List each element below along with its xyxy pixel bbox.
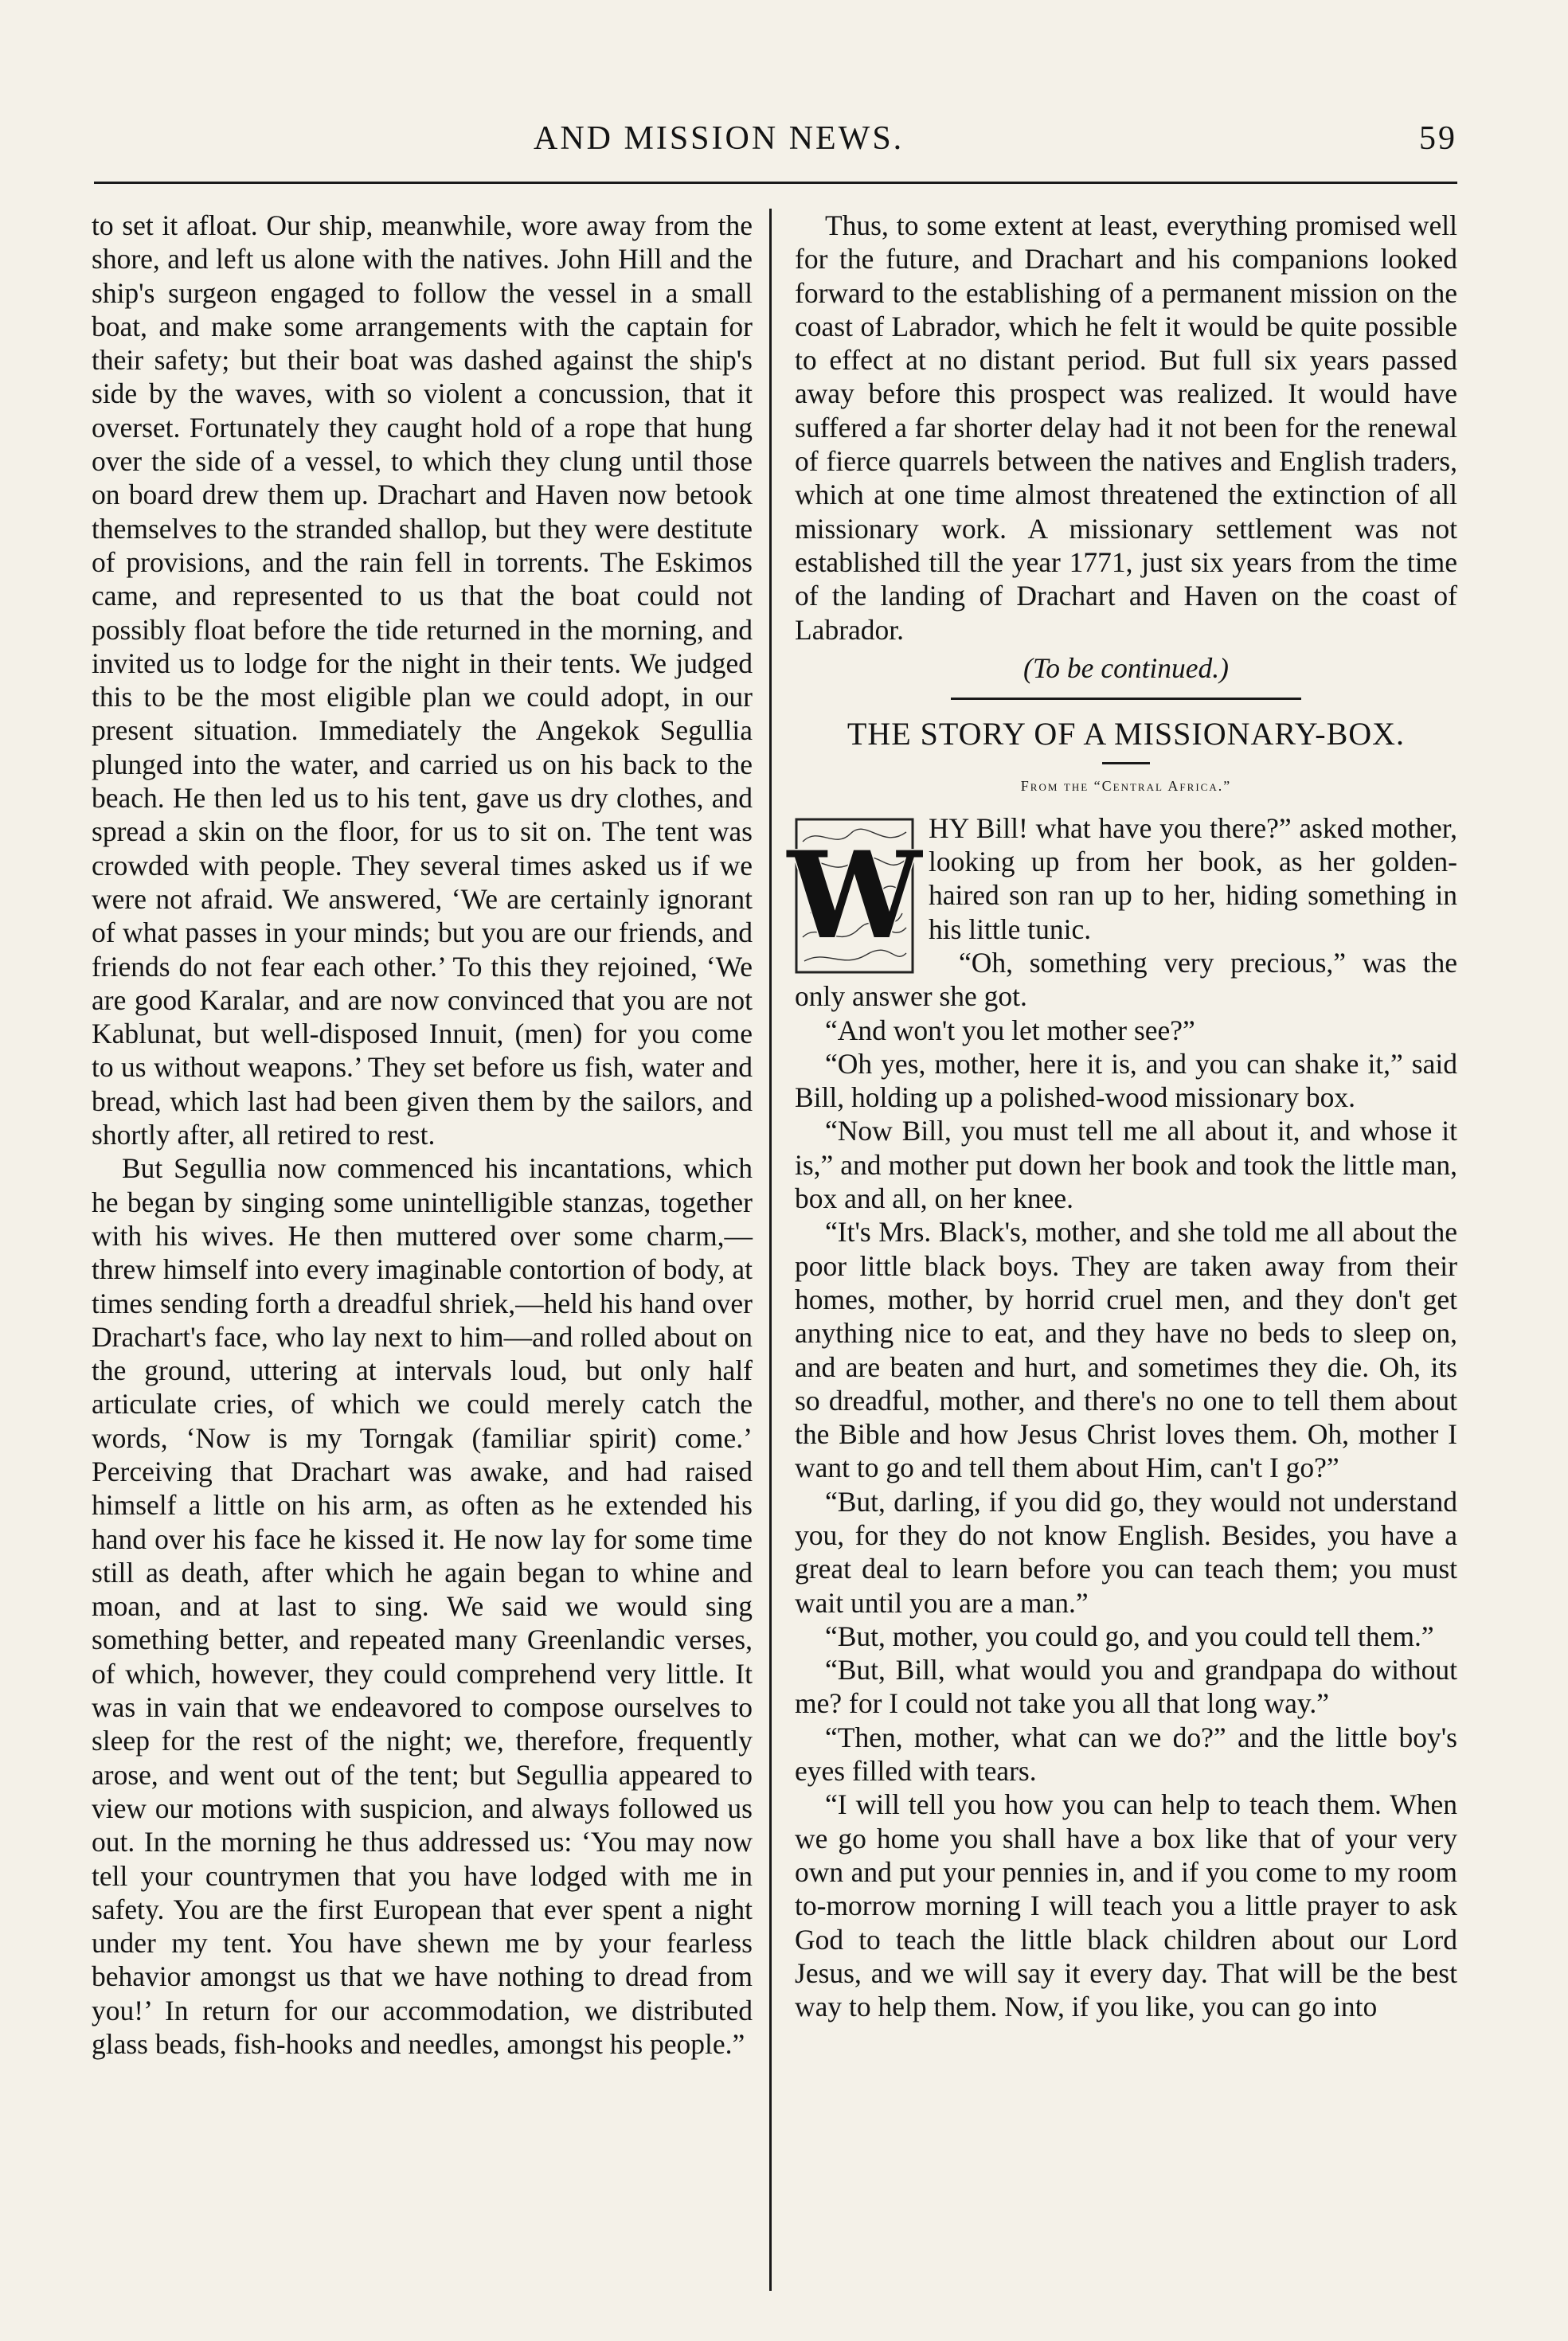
paragraph: to set it afloat. Our ship, meanwhile, wore away from the shore, and left us alone with the natives. John Hill and the ship's surgeon engaged to follow the vessel in a small boat, and make some arrangements with the captain for their safety; but their boat was dashed against the ship's side by the waves, with so violent a concussion, that it overset. Fortunately they caught hold of a rope that hung over the side of a vessel, to which they clung until those on board drew them up. Drachart and Haven now betook themselves to the stranded shallop, but they were destitute of provisions, and the rain fell in torrents. The Eskimos came, and represented to us that the boat could not possibly float before the tide returned in the morning, and invited us to lodge for the night in their tents. We judged this to be the most eligible plan we could adopt, in our present situation. Immediately the Angekok Segullia plunged into the water, and carried us on his back to the beach. He then led us to his tent, gave us dry clothes, and spread a skin on the floor, for us to sit on. The tent was crowded with people. They several times asked us if we were not afraid. We answered, ‘We are certainly ignorant of what passes in your minds; but you are our friends, and friends do not fear each other.’ To this they rejoined, ‘We are good Karalar, and are now convinced that you are not Kablunat, but well-disposed Innuit, (men) for you come to us without weapons.’ They set before us fish, water and bread, which last had been given them by the sailors, and shortly after, all retired to rest. bbox=[92, 209, 753, 1151]
paragraph: Thus, to some extent at least, everything promised well for the future, and Drachart and his companions looked forward to the establishing of a permanent mission on the coast of Labrador, which he felt it would be quite possible to effect at no distant period. But full six years passed away before this prospect was realized. It would have suffered a far shorter delay had it not been for the renewal of fierce quarrels between the natives and English traders, which at one time almost threatened the extinction of all missionary work. A missionary settlement was not established till the year 1771, just six years from the time of the landing of Drachart and Haven on the coast of Labrador. bbox=[795, 209, 1457, 646]
section-rule bbox=[951, 698, 1301, 700]
paragraph: “But, mother, you could go, and you could tell them.” bbox=[825, 1620, 1434, 1652]
right-column bbox=[787, 209, 1457, 2023]
paragraph: HY Bill! what have you there?” asked mother, looking up from her book, as her golden-haired son ran up to her, hiding something in his little tunic. bbox=[929, 811, 1457, 945]
paragraph: “It's Mrs. Black's, mother, and she told me all about the poor little black boys. They are taken away from their homes, mother, by horrid cruel men, and they don't get anything nice to eat, and they have no beds to sleep on, and are beaten and hurt, and sometimes they die. Oh, its so dreadful, mother, and there's no one to tell them about the Bible and how Jesus Christ loves them. Oh, mother I want to go and tell them about Him, can't I go?” bbox=[795, 1216, 1457, 1484]
paragraph: “Then, mother, what can we do?” and the little boy's eyes filled with tears. bbox=[795, 1721, 1457, 1788]
paragraph: “And won't you let mother see?” bbox=[825, 1014, 1195, 1046]
paragraph: “But, darling, if you did go, they would not understand you, for they do not know English. Besides, you have a great deal to learn before you can teach them; you must wait until you are a man.” bbox=[795, 1485, 1457, 1619]
paragraph: “Oh yes, mother, here it is, and you can shake it,” said Bill, holding up a polished-wood missionary box. bbox=[795, 1047, 1457, 1114]
left-column bbox=[92, 209, 753, 2061]
running-title: AND MISSION NEWS. bbox=[534, 120, 905, 157]
page-number: 59 bbox=[1419, 120, 1457, 157]
paragraph: “But, Bill, what would you and grandpapa do without me? for I could not take you all that long way.” bbox=[795, 1654, 1457, 1720]
dropcap-letter: W bbox=[787, 825, 922, 966]
paragraph: But Segullia now commenced his incantations, which he began by singing some unintelligible stanzas, together with his wives. He then muttered over some charm,—threw himself into every imaginable contortion of body, at times sending forth a dreadful shriek,—held his hand over Drachart's face, who lay next to him—and rolled about on the ground, uttering at intervals loud, but only half articulate cries, of which we could merely catch the words, ‘Now is my Torngak (familiar spirit) come.’ Perceiving that Drachart was awake, and had raised himself a little on his arm, as often as he extended his hand over his face he kissed it. He now lay for some time still as death, after which he again began to whine and moan, and at last to sing. We said we would sing something better, and repeated many Greenlandic verses, of which, however, they could comprehend very little. It was in vain that we endeavored to compose ourselves to sleep for the rest of the night; we, therefore, frequently arose, and went out of the tent; but Segullia appeared to view our motions with suspicion, and always followed us out. In the morning he thus addressed us: ‘You may now tell your countrymen that you have lodged with me in safety. You are the first European that ever spent a night under my tent. You have shewn me by your fearless behavior amongst us that we have nothing to dread from you!’ In return for our accommodation, we distributed glass beads, fish-hooks and needles, amongst his people.” bbox=[92, 1152, 753, 2061]
to-be-continued: (To be continued.) bbox=[1023, 651, 1229, 684]
title-rule bbox=[1102, 762, 1150, 764]
ornamental-dropcap-w bbox=[787, 818, 922, 974]
paragraph: “Now Bill, you must tell me all about it, and whose it is,” and mother put down her book and took the little man, box and all, on her knee. bbox=[795, 1115, 1457, 1215]
header-rule bbox=[94, 182, 1457, 184]
column-divider bbox=[769, 209, 772, 2291]
story-title: THE STORY OF A MISSIONARY-BOX. bbox=[847, 716, 1406, 752]
paragraph: “I will tell you how you can help to teach them. When we go home you shall have a box like that of your very own and put your pennies in, and if you come to my room to-morrow morning I will teach you a little prayer to ask God to teach the little black children about our Lord Jesus, and we will say it every day. That will be the best way to help them. Now, if you like, you can go into bbox=[795, 1788, 1457, 2023]
story-source: From the “Central Africa.” bbox=[1020, 778, 1232, 795]
paragraph: “Oh, something very precious,” was the only answer she got. bbox=[795, 946, 1457, 1013]
